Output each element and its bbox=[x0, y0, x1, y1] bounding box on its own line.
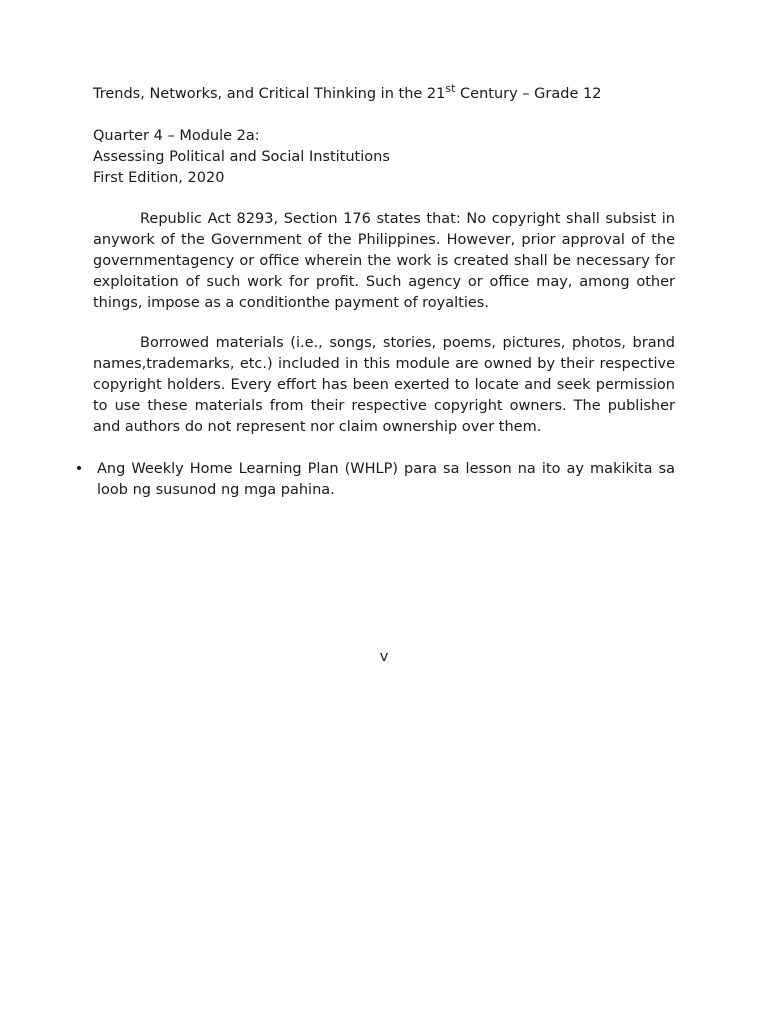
document-title bbox=[93, 84, 693, 105]
title-grade-text: Century – Grade 12 bbox=[455, 86, 602, 102]
whlp-bullet-text: Ang Weekly Home Learning Plan (WHLP) para sa lesson na ito ay makikita sa loob ng susunod ng mga pahina. bbox=[97, 461, 675, 498]
title-superscript: st bbox=[445, 82, 456, 95]
title-main-text: Trends, Networks, and Critical Thinking in the 21 bbox=[93, 86, 446, 102]
module-subject-line: Assessing Political and Social Institutions bbox=[93, 149, 390, 165]
bullet-marker: • bbox=[74, 461, 84, 477]
copyright-paragraph: Republic Act 8293, Section 176 states that: No copyright shall subsist in anywork of the Government of the Philippines. However, prior approval of the governmentagency or office wherein the work is created shall be necessary for exploitation of such work for profit. Such agency or office may, among other things, impose as a conditionthe payment of royalties. bbox=[93, 211, 675, 311]
quarter-module-line: Quarter 4 – Module 2a: bbox=[93, 128, 260, 144]
module-info bbox=[93, 126, 653, 189]
edition-line: First Edition, 2020 bbox=[93, 170, 225, 186]
borrowed-materials-paragraph: Borrowed materials (i.e., songs, stories, poems, pictures, photos, brand names,trademarks, etc.) included in this module are owned by their respective copyright holders. Every effort has been exerted to locate and seek permission to use these materials from their respective copyright owners. The publisher and authors do not represent nor claim ownership over them. bbox=[93, 335, 675, 435]
page-number: v bbox=[379, 649, 389, 665]
